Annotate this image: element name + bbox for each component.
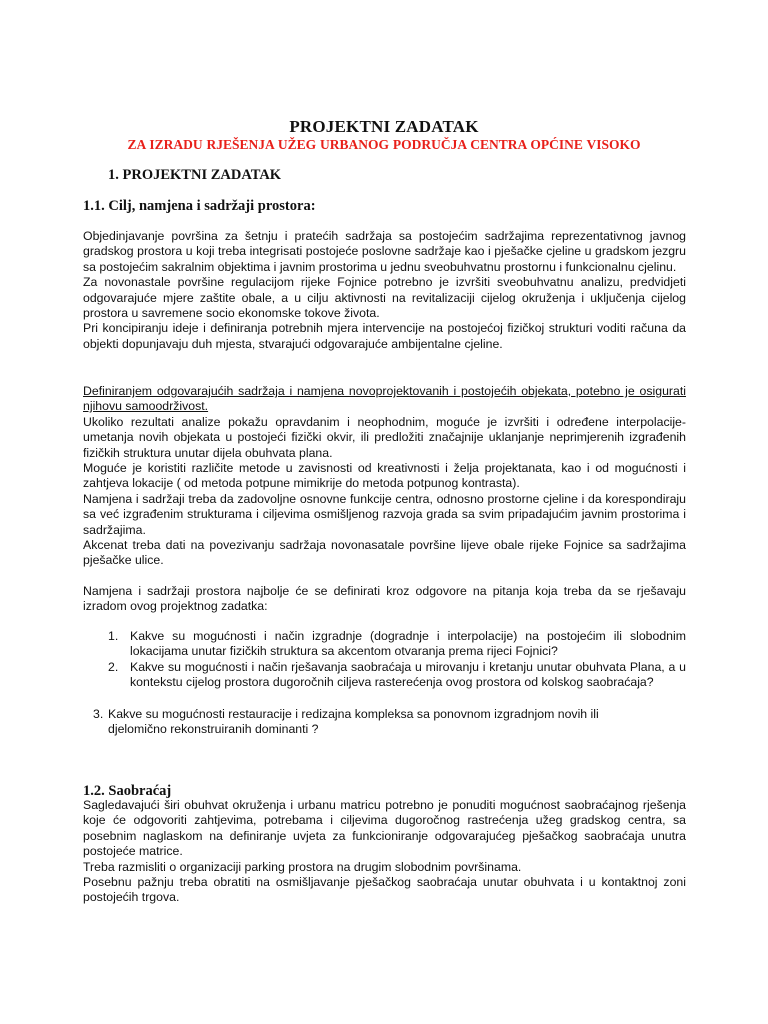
section-heading-1-1: 1.1. Cilj, namjena i sadržaji prostora: [83, 198, 316, 214]
list-number: 2. [108, 660, 119, 674]
paragraph-block-2 [83, 384, 686, 569]
paragraph: Za novonastale površine regulacijom rijeke Fojnice potrebno je izvršiti sveobuhvatnu analizu, predvidjeti odgovarajuće mjere zaštite obale, a u cilju aktivnosti na revitalizaciji cijelog okruženja i uključenja cijelog prostora u savremene socio ekonomske tokove života. [83, 275, 686, 321]
paragraph: Namjena i sadržaji prostora najbolje će se definirati kroz odgovore na pitanja koja treba da se rješavaju izradom ovog projektnog zadatka: [83, 584, 686, 614]
paragraph: Sagledavajući širi obuhvat okruženja i urbanu matricu potrebno je ponuditi mogućnost saobraćajnog rješenja koje će odgovoriti zahtjevima, potrebama i ciljevima dugoročnog rastrećenja užeg gradskog centra, sa posebnim naglaskom na definiranje uvjeta za funkcioniranje odgovarajućeg pješačkog saobraćaja unutra postojeće matrice. [83, 798, 686, 859]
paragraph: Posebnu pažnju treba obratiti na osmišljavanje pješačkog saobraćaja unutar obuhvata i u kontaktnoj zoni postojećih trgova. [83, 875, 686, 905]
document-title: PROJEKTNI ZADATAK [289, 117, 479, 136]
paragraph: Moguće je koristiti različite metode u zavisnosti od kreativnosti i želja projektanata, kao i od mogućnosti i zahtjeva lokacije ( od metoda potpune mimikrije do metoda potpunog kontrasta). [83, 461, 686, 491]
paragraph: Namjena i sadržaji treba da zadovoljne osnovne funkcije centra, odnosno prostorne cjeline i da korespondiraju sa već izgrađenim strukturama i ciljevima osmišljenog razvoja grada sa svim pripadajućim javnim prostorima i sadržajima. [83, 491, 686, 537]
list-number: 3. [93, 707, 104, 721]
list-number: 1. [108, 629, 119, 643]
paragraph-underlined: Definiranjem odgovarajućih sadržaja i namjena novoprojektovanih i postojećih objekata, potebno je osigurati njihovu samoodrživost. [83, 384, 686, 414]
paragraph: Ukoliko rezultati analize pokažu opravdanim i neophodnim, moguće je izvršiti i određene interpolacije-umetanja novih objekata u postojeći fizički okvir, ili predložiti značajnije uklanjanje neprimjerenih izgrađenih fizičkih struktura unutar dijela obuhvata plana. [83, 414, 686, 460]
paragraph: Treba razmisliti o organizaciji parking prostora na drugim slobodnim površinama. [83, 859, 522, 874]
list-text: Kakve su mogućnosti i način rješavanja saobraćaja u mirovanju i kretanju unutar obuhvata Plana, a u kontekstu cijelog prostora dugoročnih ciljeva rasterećenja ovog prostora od kolskog saobraćaja? [130, 660, 686, 690]
paragraph: Pri koncipiranju ideje i definiranja potrebnih mjera intervencije na postojećoj fizičkoj strukturi voditi računa da objekti dopunjavaju duh mjesta, stvarajući odgovarajuće ambijentalne cjeline. [83, 321, 686, 351]
paragraph-block-3 [83, 584, 686, 615]
document-subtitle: ZA IZRADU RJEŠENJA UŽEG URBANOG PODRUČJA CENTRA OPĆINE VISOKO [127, 137, 641, 152]
paragraph: Akcenat treba dati na povezivanju sadržaja novonasatale površine lijeve obale rijeke Fojnice sa sadržajima pješačke ulice. [83, 538, 686, 568]
section-heading-1-2: 1.2. Saobraćaj [83, 783, 172, 799]
list-text: Kakve su mogućnosti restauracije i redizajna kompleksa sa ponovnom izgradnjom novih ili djelomično rekonstruiranih dominanti ? [108, 707, 599, 737]
paragraph: Objedinjavanje površina za šetnju i pratećih sadržaja sa postojećim sadržajima reprezentativnog javnog gradskog prostora u koji treba integrisati postojeće poslovne sadržaje kao i pješačke cjeline u gradskom jezgru sa postojećim sakralnim objektima i javnim prostorima u jednu sveobuhvatnu prostornu i funkcionalnu cjelinu. [83, 229, 686, 274]
list-text: Kakve su mogućnosti i način izgradnje (dogradnje i interpolacije) na postojećim ili slobodnim lokacijama unutar fizičkih struktura sa akcentom otvaranja prema rijeci Fojnici? [130, 629, 686, 659]
paragraph-block-4 [83, 798, 686, 906]
section-heading-1: 1. PROJEKTNI ZADATAK [108, 167, 282, 183]
paragraph-block-1 [83, 229, 686, 352]
